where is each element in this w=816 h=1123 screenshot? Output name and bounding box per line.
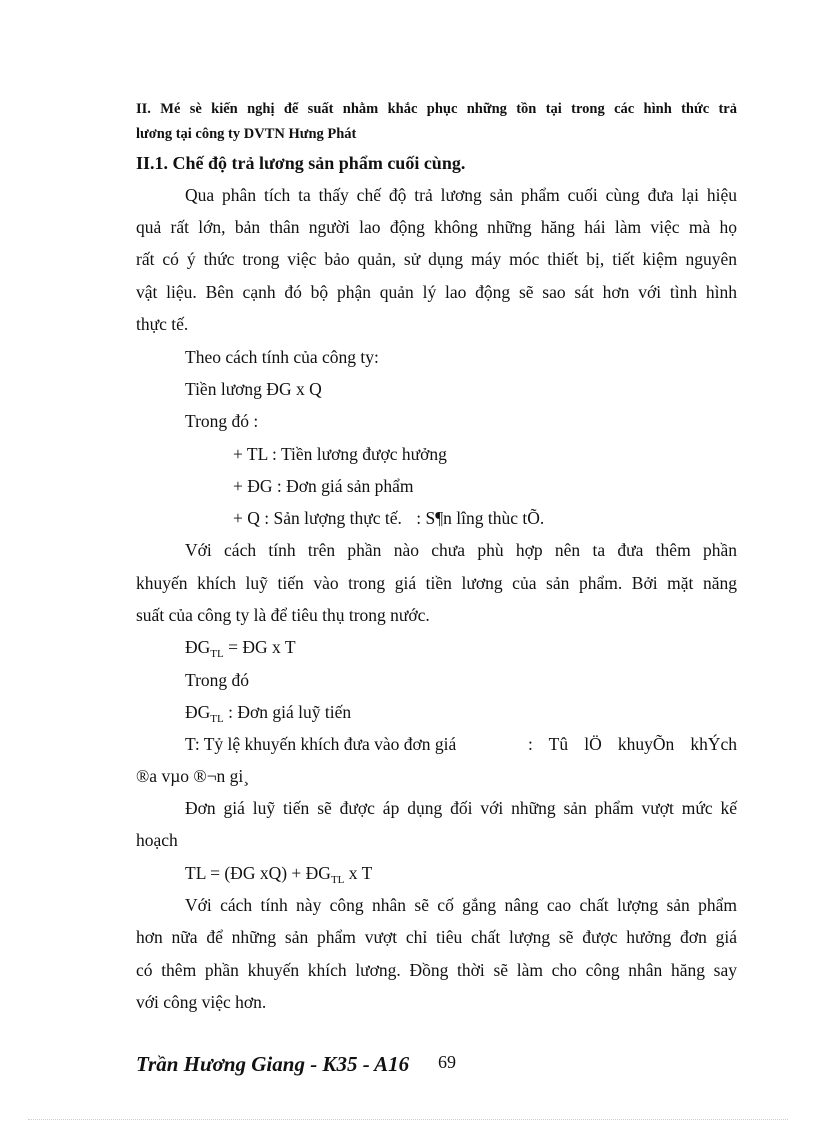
paragraph-4-line-4: với công việc hơn. xyxy=(136,992,267,1012)
paragraph-1-line-2: quả rất lớn, bản thân người lao động không những hăng hái làm việc mà họ xyxy=(136,217,737,237)
paragraph-2-line-3: suất của công ty là để tiêu thụ trong nước. xyxy=(136,605,430,625)
definition-dgtl xyxy=(185,701,351,723)
definition-t-garbled-a: : Tû lÖ khuyÕn khÝch xyxy=(528,734,737,754)
paragraph-1-line-3: rất có ý thức trong việc bảo quản, sử dụng máy móc thiết bị, tiết kiệm nguyên xyxy=(136,249,737,269)
formula-tl-lhs: TL = (ĐG xQ) + ĐG xyxy=(185,863,331,883)
formula-tien-luong: Tiền lương ĐG x Q xyxy=(185,379,322,399)
footer-author: Trần Hương Giang - K35 - A16 xyxy=(136,1052,410,1076)
definition-tl: + TL : Tiền lương được hưởng xyxy=(233,444,447,464)
paragraph-4-line-3: có thêm phần khuyến khích lương. Đồng thời sẽ làm cho công nhân hăng say xyxy=(136,960,737,980)
formula-tl xyxy=(185,862,372,884)
definition-dgtl-symbol: ĐG xyxy=(185,702,211,722)
paragraph-1-line-5: thực tế. xyxy=(136,314,189,334)
footer-page-number: 69 xyxy=(438,1052,456,1072)
definition-q xyxy=(233,507,544,529)
section-heading-line-2: lương tại công ty DVTN Hưng Phát xyxy=(136,126,357,142)
paragraph-3-line-2: hoạch xyxy=(136,830,178,850)
formula-intro: Theo cách tính của công ty: xyxy=(185,347,379,367)
paragraph-1-line-1: Qua phân tích ta thấy chế độ trả lương sản phẩm cuối cùng đưa lại hiệu xyxy=(185,185,737,205)
definition-dgtl-text: : Đơn giá luỹ tiến xyxy=(223,702,352,722)
formula-dgtl-subscript: TL xyxy=(210,648,224,660)
section-heading-line-1: II. Mé sè kiến nghị để suất nhằm khắc phục những tồn tại trong các hình thức trả xyxy=(136,101,737,117)
definition-q-text: + Q : Sản lượng thực tế. xyxy=(233,508,402,528)
paragraph-4-line-1: Với cách tính này công nhân sẽ cố gắng nâng cao chất lượng sản phẩm xyxy=(185,895,737,915)
paragraph-4-line-2: hơn nữa để những sản phẩm vượt chỉ tiêu chất lượng sẽ được hưởng đơn giá xyxy=(136,927,737,947)
definition-dg: + ĐG : Đơn giá sản phẩm xyxy=(233,476,414,496)
paragraph-2-line-1: Với cách tính trên phần nào chưa phù hợp nên ta đưa thêm phần xyxy=(185,540,737,560)
formula-dgtl-rhs: = ĐG x T xyxy=(223,637,296,657)
definition-t-garbled-b: ®a vµo ®¬n gi¸ xyxy=(136,766,250,786)
subsection-heading: II.1. Chế độ trả lương sản phẩm cuối cùng. xyxy=(136,153,466,173)
definition-q-garbled: : S¶n lîng thùc tÕ. xyxy=(416,508,545,528)
formula-trong-do: Trong đó : xyxy=(185,411,259,431)
formula-tl-subscript: TL xyxy=(330,874,345,886)
formula-tl-rhs: x T xyxy=(344,863,373,883)
definition-dgtl-subscript: TL xyxy=(210,713,224,725)
definition-t: T: Tỷ lệ khuyến khích đưa vào đơn giá xyxy=(185,734,457,754)
formula-2-trong-do: Trong đó xyxy=(185,670,250,690)
page-bottom-divider xyxy=(28,1119,788,1120)
formula-dgtl-symbol: ĐG xyxy=(185,637,211,657)
formula-dgtl xyxy=(185,636,296,658)
paragraph-3-line-1: Đơn giá luỹ tiến sẽ được áp dụng đối với những sản phẩm vượt mức kế xyxy=(185,798,737,818)
paragraph-1-line-4: vật liệu. Bên cạnh đó bộ phận quản lý lao động sẽ sao sát hơn với tình hình xyxy=(136,282,737,302)
paragraph-2-line-2: khuyến khích luỹ tiến vào trong giá tiền lương của sản phẩm. Bởi mặt năng xyxy=(136,573,737,593)
